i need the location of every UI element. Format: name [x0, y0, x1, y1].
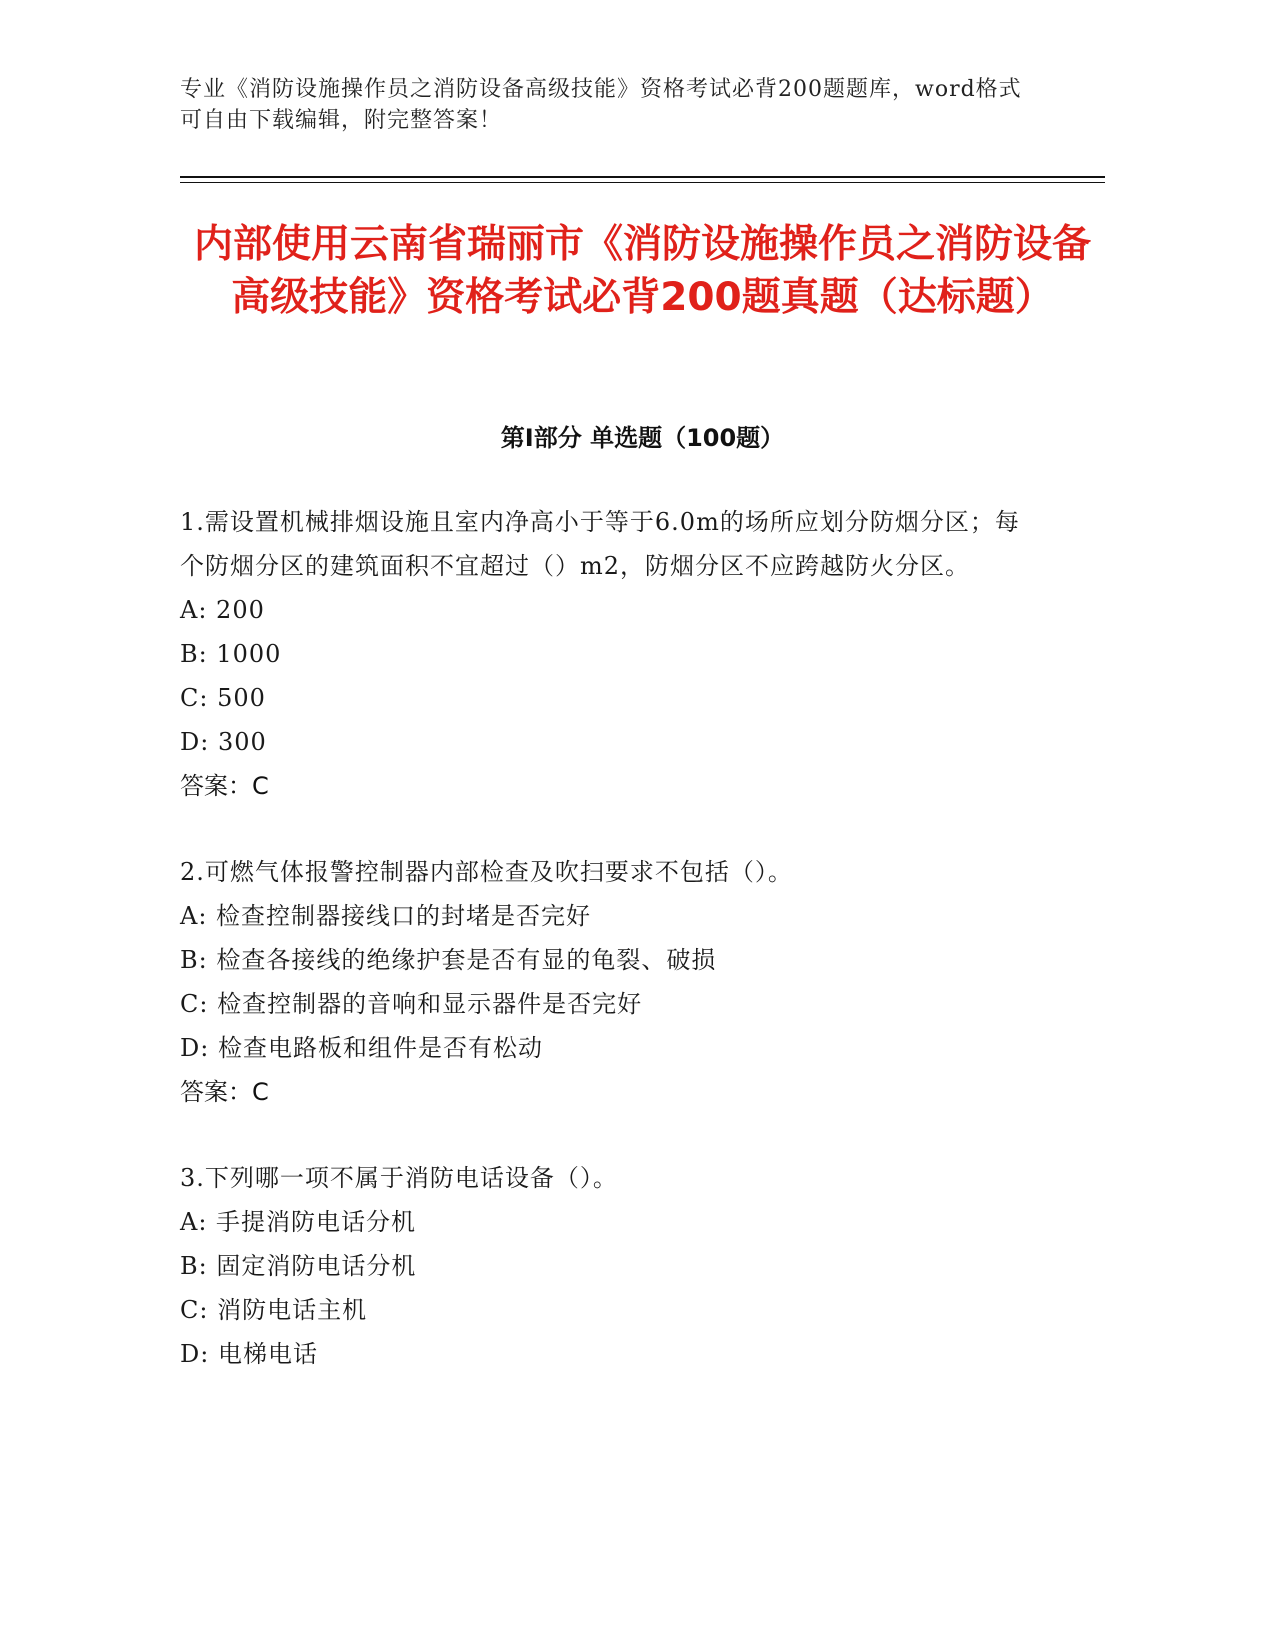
option-c: C: 消防电话主机 — [180, 1296, 368, 1324]
question-stem: 2.可燃气体报警控制器内部检查及吹扫要求不包括（）。 — [180, 858, 793, 886]
question-item — [180, 1156, 1030, 1376]
option-d: D: 检查电路板和组件是否有松动 — [180, 1034, 543, 1062]
header-note: 专业《消防设施操作员之消防设备高级技能》资格考试必背200题题库，word格式可自由下载编辑，附完整答案！ — [180, 77, 1022, 133]
option-d: D: 300 — [180, 728, 267, 756]
section-title: 第Ⅰ部分 单选题（100题） — [500, 424, 785, 452]
option-d: D: 电梯电话 — [180, 1340, 318, 1368]
option-c: C: 500 — [180, 684, 266, 712]
option-c: C: 检查控制器的音响和显示器件是否完好 — [180, 990, 643, 1018]
answer: 答案：C — [180, 1078, 269, 1106]
header-rule-thin — [180, 182, 1105, 183]
option-b: B: 1000 — [180, 640, 282, 668]
header-rule-thick — [180, 176, 1105, 178]
option-b: B: 检查各接线的绝缘护套是否有显的龟裂、破损 — [180, 946, 717, 974]
question-stem: 3.下列哪一项不属于消防电话设备（）。 — [180, 1164, 618, 1192]
question-item — [180, 850, 1030, 1114]
option-a: A: 检查控制器接线口的封堵是否完好 — [180, 902, 592, 930]
question-stem: 1.需设置机械排烟设施且室内净高小于等于6.0m的场所应划分防烟分区；每个防烟分区的建筑面积不宜超过（）m2，防烟分区不应跨越防火分区。 — [180, 508, 1020, 580]
option-a: A: 200 — [180, 596, 265, 624]
document-title: 内部使用云南省瑞丽市《消防设施操作员之消防设备高级技能》资格考试必背200题真题（达标题） — [193, 222, 1091, 320]
option-b: B: 固定消防电话分机 — [180, 1252, 417, 1280]
answer: 答案：C — [180, 772, 269, 800]
option-a: A: 手提消防电话分机 — [180, 1208, 417, 1236]
question-list — [180, 500, 1030, 1418]
question-item — [180, 500, 1030, 808]
